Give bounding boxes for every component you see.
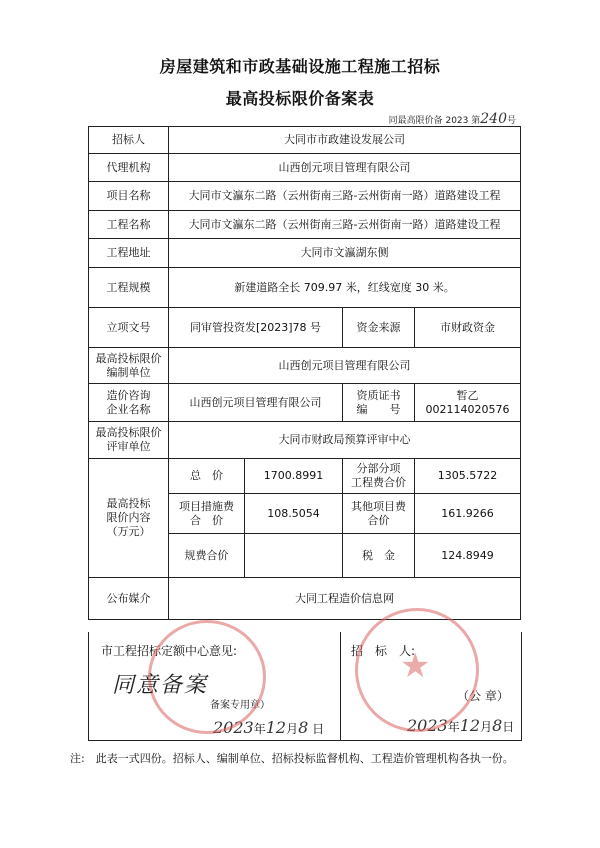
date-right-year: 2023 <box>407 716 448 735</box>
measure-label-line-2: 合 价 <box>190 513 223 527</box>
works-name-label: 工程名称 <box>89 211 169 239</box>
date-left-month: 12 <box>265 718 287 737</box>
consult-label-line-1: 造价咨询 <box>106 388 151 402</box>
tenderer-label: 招标人 <box>89 127 169 154</box>
measure-label <box>169 494 245 534</box>
day-char-left: 日 <box>312 722 325 736</box>
date-right-month: 12 <box>459 716 481 735</box>
cert-label <box>343 384 415 422</box>
other-label-line-1: 其他项目费 <box>351 499 406 513</box>
doc-number-value: 240 <box>480 111 507 127</box>
seal-right-caption: （公 章） <box>457 689 509 703</box>
funding-value: 市财政资金 <box>415 308 521 348</box>
approval-value: 同审管投资发[2023]78 号 <box>169 308 343 348</box>
scale-label: 工程规模 <box>89 268 169 308</box>
fee-value <box>245 534 343 578</box>
approval-label: 立项文号 <box>89 308 169 348</box>
footnote: 注: 此表一式四份。招标人、编制单位、招标投标监督机构、工程造价管理机构各执一份。 <box>70 752 514 765</box>
year-char-right: 年 <box>447 720 460 734</box>
month-char-left: 月 <box>286 722 299 736</box>
doc-number-prefix: 同最高限价备 2023 第 <box>388 116 481 126</box>
date-right-day: 8 <box>492 716 503 735</box>
review-label-line-1: 最高投标限价 <box>95 426 162 439</box>
site-label: 工程地址 <box>89 239 169 268</box>
other-value: 161.9266 <box>415 494 521 534</box>
title-line-2: 最高投标限价备案表 <box>225 89 375 108</box>
approval-signature: 同意备案 <box>112 673 209 698</box>
works-name-value: 大同市文瀛东二路（云州街南三路-云州街南一路）道路建设工程 <box>169 211 521 239</box>
seal-star-icon: ★ <box>400 646 431 686</box>
opinion-divider <box>340 632 341 740</box>
filing-table <box>88 126 521 620</box>
review-label <box>89 422 169 459</box>
project-name-label: 项目名称 <box>89 182 169 211</box>
sub-label-line-2: 工程费合价 <box>351 476 406 489</box>
seal-left-caption: 备案专用章） <box>210 700 270 711</box>
funding-label: 资金来源 <box>343 308 415 348</box>
fee-label: 规费合价 <box>169 534 245 578</box>
total-label: 总 价 <box>169 459 245 494</box>
media-label: 公布媒介 <box>89 578 169 620</box>
site-value: 大同市文瀛湖东侧 <box>169 239 521 268</box>
tax-label: 税 金 <box>343 534 415 578</box>
document-number <box>389 111 516 127</box>
compiler-value: 山西创元项目管理有限公司 <box>169 348 521 384</box>
agent-label: 代理机构 <box>89 154 169 182</box>
consult-label <box>89 384 169 422</box>
date-left-year: 2023 <box>213 718 254 737</box>
compiler-label <box>89 348 169 384</box>
consult-value: 山西创元项目管理有限公司 <box>169 384 343 422</box>
tax-value: 124.8949 <box>415 534 521 578</box>
measure-value: 108.5054 <box>245 494 343 534</box>
project-name-value: 大同市文瀛东二路（云州街南三路-云州街南一路）道路建设工程 <box>169 182 521 211</box>
sub-value: 1305.5722 <box>415 459 521 494</box>
review-label-line-2: 评审单位 <box>106 440 151 453</box>
compiler-label-line-2: 编制单位 <box>106 365 151 379</box>
consult-label-line-2: 企业名称 <box>106 402 151 416</box>
sub-label-line-1: 分部分项 <box>356 462 401 475</box>
scale-value: 新建道路全长 709.97 米，红线宽度 30 米。 <box>169 268 521 308</box>
content-label <box>89 459 169 578</box>
year-char-left: 年 <box>253 722 266 736</box>
content-label-line-2: 限价内容 <box>106 511 151 524</box>
cert-value: 暂乙 002114020576 <box>415 384 521 422</box>
day-char-right: 日 <box>502 720 515 734</box>
sub-label <box>343 459 415 494</box>
compiler-label-line-1: 最高投标限价 <box>95 351 162 365</box>
cert-label-line-1: 资质证书 <box>356 388 401 402</box>
month-char-right: 月 <box>480 720 493 734</box>
agent-value: 山西创元项目管理有限公司 <box>169 154 521 182</box>
media-value: 大同工程造价信息网 <box>169 578 521 620</box>
other-label <box>343 494 415 534</box>
opinion-right-label: 招 标 人: <box>351 644 416 658</box>
other-label-line-2: 合价 <box>367 513 390 527</box>
title-line-1: 房屋建筑和市政基础设施工程施工招标 <box>159 57 441 76</box>
review-value: 大同市财政局预算评审中心 <box>169 422 521 459</box>
content-label-line-3: （万元） <box>106 525 151 538</box>
measure-label-line-1: 项目措施费 <box>179 499 234 513</box>
tenderer-value: 大同市市政建设发展公司 <box>169 127 521 154</box>
date-left-day: 8 <box>298 718 309 737</box>
doc-number-suffix: 号 <box>506 116 516 126</box>
cert-label-line-2: 编 号 <box>356 402 401 416</box>
opinion-left-label: 市工程招标定额中心意见: <box>101 644 238 658</box>
content-label-line-1: 最高投标 <box>106 497 151 510</box>
total-value: 1700.8991 <box>245 459 343 494</box>
